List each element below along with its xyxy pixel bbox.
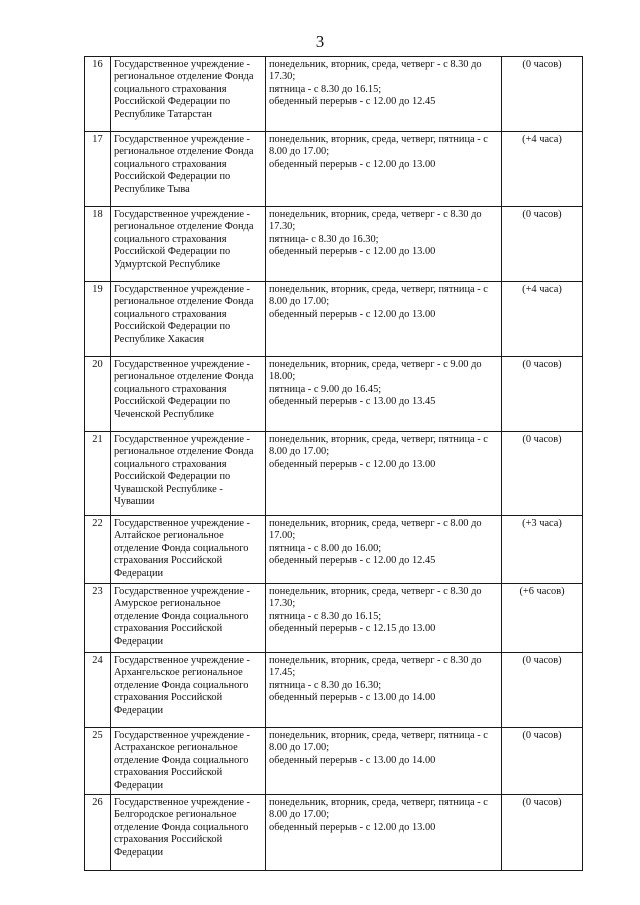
hours-line: понедельник, вторник, среда, четверг, пятница - с 8.00 до 17.00; <box>269 730 491 754</box>
organization-name: Государственное учреждение - Белгородское региональное отделение Фонда социального страхования Российской Федерации <box>111 795 266 871</box>
working-hours <box>266 57 502 132</box>
hours-line: понедельник, вторник, среда, четверг - с 8.30 до 17.30; <box>269 209 485 233</box>
table-row <box>85 728 583 795</box>
hours-line: обеденный перерыв - с 12.00 до 12.45 <box>269 555 436 567</box>
time-offset: (+4 часа) <box>502 132 583 207</box>
table-row <box>85 207 583 282</box>
hours-line: обеденный перерыв - с 12.00 до 13.00 <box>269 458 436 470</box>
table-row <box>85 584 583 653</box>
table-row <box>85 516 583 584</box>
hours-line: обеденный перерыв - с 12.00 до 13.00 <box>269 821 436 833</box>
time-offset: (+4 часа) <box>502 282 583 357</box>
table-row <box>85 432 583 516</box>
table-row <box>85 795 583 871</box>
organization-name: Государственное учреждение - региональное отделение Фонда социального страхования Российской Федерации по Чеченской Республике <box>111 357 266 432</box>
row-number: 21 <box>85 432 111 516</box>
working-hours <box>266 357 502 432</box>
hours-line: понедельник, вторник, среда, четверг, пятница - с 8.00 до 17.00; <box>269 797 491 821</box>
organization-name: Государственное учреждение - Архангельское региональное отделение Фонда социального страхования Российской Федерации <box>111 653 266 728</box>
hours-line: обеденный перерыв - с 13.00 до 14.00 <box>269 754 436 766</box>
organization-name: Государственное учреждение - региональное отделение Фонда социального страхования Российской Федерации по Республике Хакасия <box>111 282 266 357</box>
working-hours <box>266 795 502 871</box>
row-number: 17 <box>85 132 111 207</box>
time-offset: (0 часов) <box>502 653 583 728</box>
time-offset: (+6 часов) <box>502 584 583 653</box>
row-number: 22 <box>85 516 111 584</box>
table-row <box>85 653 583 728</box>
hours-line: пятница - с 8.30 до 16.15; <box>269 83 382 95</box>
hours-line: понедельник, вторник, среда, четверг, пятница - с 8.00 до 17.00; <box>269 434 491 458</box>
working-hours <box>266 653 502 728</box>
row-number: 20 <box>85 357 111 432</box>
time-offset: (0 часов) <box>502 795 583 871</box>
hours-line: понедельник, вторник, среда, четверг, пятница - с 8.00 до 17.00; <box>269 284 491 308</box>
row-number: 26 <box>85 795 111 871</box>
row-number: 19 <box>85 282 111 357</box>
schedule-table-body <box>85 57 583 871</box>
working-hours <box>266 728 502 795</box>
hours-line: обеденный перерыв - с 13.00 до 14.00 <box>269 692 436 704</box>
hours-line: понедельник, вторник, среда, четверг - с 8.30 до 17.30; <box>269 59 485 83</box>
row-number: 18 <box>85 207 111 282</box>
hours-line: пятница - с 8.00 до 16.00; <box>269 542 382 554</box>
hours-line: обеденный перерыв - с 12.00 до 13.00 <box>269 246 436 258</box>
table-row <box>85 282 583 357</box>
organization-name: Государственное учреждение - региональное отделение Фонда социального страхования Российской Федерации по Удмуртской Республике <box>111 207 266 282</box>
working-hours <box>266 584 502 653</box>
organization-name: Государственное учреждение - Амурское региональное отделение Фонда социального страхования Российской Федерации <box>111 584 266 653</box>
hours-line: понедельник, вторник, среда, четверг - с 8.30 до 17.30; <box>269 586 485 610</box>
row-number: 25 <box>85 728 111 795</box>
time-offset: (0 часов) <box>502 357 583 432</box>
hours-line: обеденный перерыв - с 13.00 до 13.45 <box>269 396 436 408</box>
working-hours <box>266 432 502 516</box>
time-offset: (0 часов) <box>502 207 583 282</box>
hours-line: обеденный перерыв - с 12.00 до 13.00 <box>269 308 436 320</box>
working-hours <box>266 207 502 282</box>
table-row <box>85 57 583 132</box>
table-row <box>85 357 583 432</box>
hours-line: обеденный перерыв - с 12.00 до 13.00 <box>269 158 436 170</box>
time-offset: (+3 часа) <box>502 516 583 584</box>
schedule-table <box>84 56 583 871</box>
organization-name: Государственное учреждение - региональное отделение Фонда социального страхования Российской Федерации по Республике Тыва <box>111 132 266 207</box>
hours-line: понедельник, вторник, среда, четверг - с 9.00 до 18.00; <box>269 359 485 383</box>
hours-line: пятница - с 9.00 до 16.45; <box>269 383 382 395</box>
organization-name: Государственное учреждение - региональное отделение Фонда социального страхования Российской Федерации по Республике Татарстан <box>111 57 266 132</box>
row-number: 16 <box>85 57 111 132</box>
organization-name: Государственное учреждение - Алтайское региональное отделение Фонда социального страхования Российской Федерации <box>111 516 266 584</box>
row-number: 23 <box>85 584 111 653</box>
page-number: 3 <box>315 32 325 51</box>
hours-line: обеденный перерыв - с 12.00 до 12.45 <box>269 96 436 108</box>
time-offset: (0 часов) <box>502 57 583 132</box>
hours-line: пятница - с 8.30 до 16.15; <box>269 610 382 622</box>
hours-line: пятница - с 8.30 до 16.30; <box>269 679 382 691</box>
table-row <box>85 132 583 207</box>
time-offset: (0 часов) <box>502 728 583 795</box>
working-hours <box>266 282 502 357</box>
hours-line: понедельник, вторник, среда, четверг, пятница - с 8.00 до 17.00; <box>269 134 491 158</box>
hours-line: обеденный перерыв - с 12.15 до 13.00 <box>269 623 436 635</box>
organization-name: Государственное учреждение - региональное отделение Фонда социального страхования Российской Федерации по Чувашской Республике - Чувашии <box>111 432 266 516</box>
organization-name: Государственное учреждение - Астраханское региональное отделение Фонда социального страхования Российской Федерации <box>111 728 266 795</box>
hours-line: пятница- с 8.30 до 16.30; <box>269 233 379 245</box>
row-number: 24 <box>85 653 111 728</box>
hours-line: понедельник, вторник, среда, четверг - с 8.00 до 17.00; <box>269 518 485 542</box>
working-hours <box>266 516 502 584</box>
working-hours <box>266 132 502 207</box>
time-offset: (0 часов) <box>502 432 583 516</box>
hours-line: понедельник, вторник, среда, четверг - с 8.30 до 17.45; <box>269 655 485 679</box>
